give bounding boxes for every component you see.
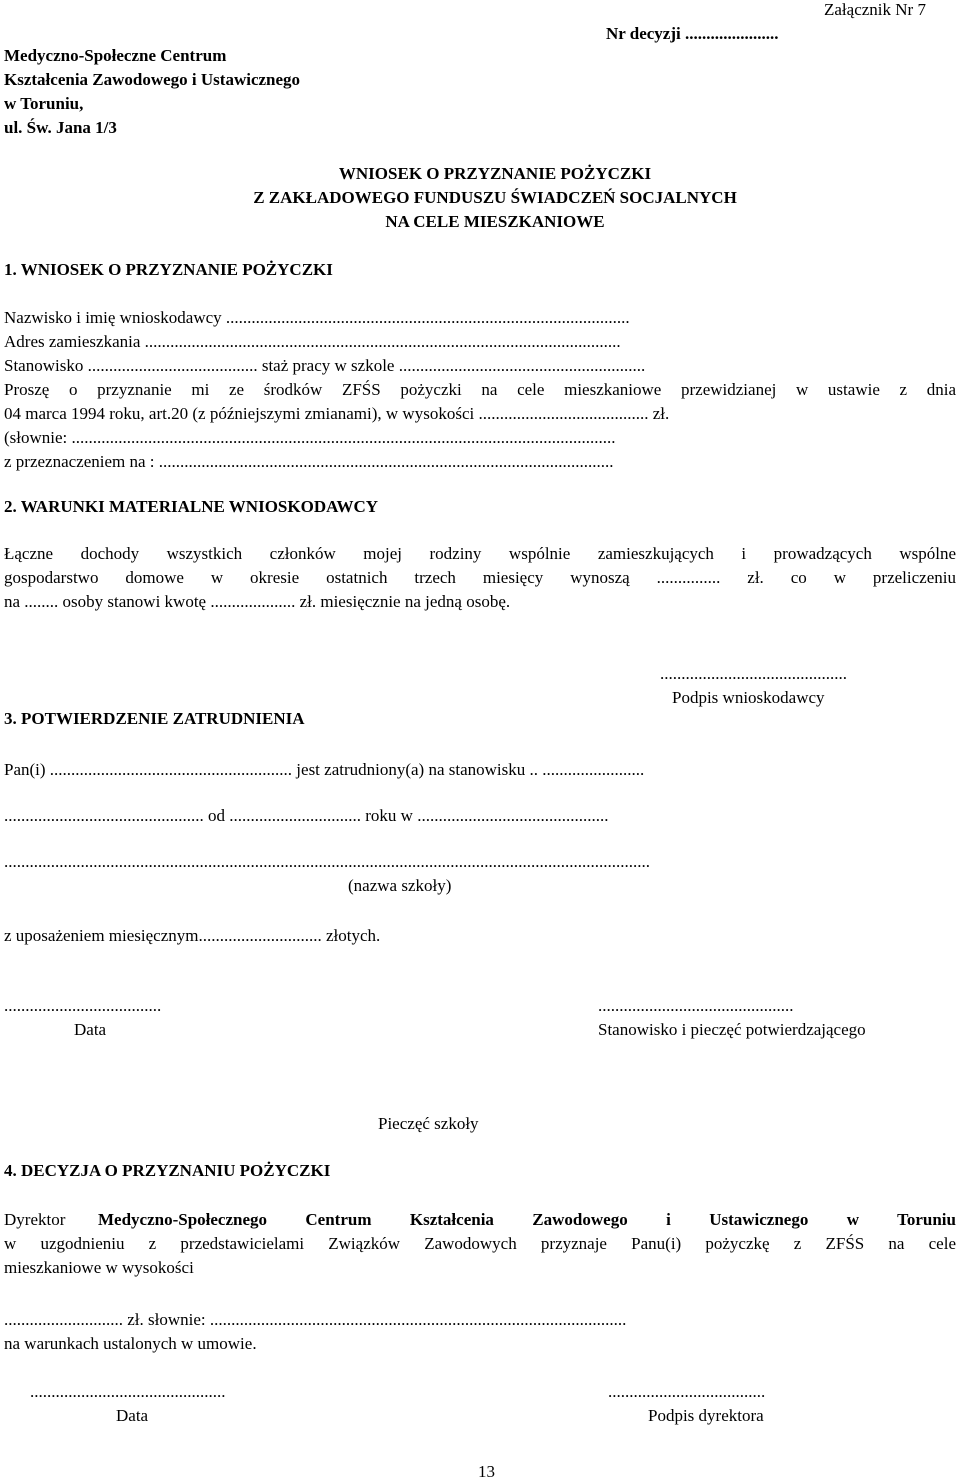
confirmer-signature-line[interactable]: .............................................. [598, 996, 794, 1015]
director-institution: Medyczno-Społecznego Centrum Kształcenia Zawodowego i Ustawicznego w Toruniu [98, 1210, 956, 1229]
request-text-line-1: Proszę o przyznanie mi ze środków ZFŚS pożyczki na cele mieszkaniowe przewidzianej w ustawie z dnia [4, 380, 956, 399]
decision-date-line[interactable]: .............................................. [30, 1382, 226, 1401]
section1-heading: 1. WNIOSEK O PRZYZNANIE POŻYCZKI [4, 260, 333, 279]
institution-line-4: ul. Św. Jana 1/3 [4, 118, 117, 137]
employment-date-field[interactable]: ............................................... od ............................... roku w ............................................. [4, 806, 609, 825]
director-signature-line[interactable]: ..................................... [608, 1382, 766, 1401]
address-field[interactable]: Adres zamieszkania ................................................................................................................ [4, 332, 621, 351]
request-amount-field[interactable]: 04 marca 1994 roku, art.20 (z późniejszymi zmianami), w wysokości ........................................ zł. [4, 404, 670, 423]
applicant-name-field[interactable]: Nazwisko i imię wnioskodawcy ............................................................................................... [4, 308, 630, 327]
confirmer-signature-label: Stanowisko i pieczęć potwierdzającego [598, 1020, 866, 1039]
section3-heading: 3. POTWIERDZENIE ZATRUDNIENIA [4, 709, 305, 728]
confirm-date-label: Data [74, 1020, 107, 1039]
title-line-3: NA CELE MIESZKANIOWE [385, 212, 605, 231]
director-prefix: Dyrektor [4, 1210, 66, 1229]
amount-in-words-field[interactable]: (słownie: ................................................................................................................................ [4, 428, 616, 447]
director-signature-label: Podpis dyrektora [648, 1406, 764, 1425]
section2-heading: 2. WARUNKI MATERIALNE WNIOSKODAWCY [4, 497, 379, 516]
school-name-field[interactable]: ........................................................................................................................................................ [4, 852, 650, 871]
income-text-line-2[interactable]: gospodarstwo domowe w okresie ostatnich trzech miesięcy wynoszą ............... zł. co w przeliczeniu [4, 568, 956, 587]
applicant-signature-line[interactable]: ............................................ [660, 664, 847, 683]
page-number: 13 [478, 1462, 495, 1481]
attachment-label: Załącznik Nr 7 [824, 0, 926, 19]
salary-field[interactable]: z uposażeniem miesięcznym............................. złotych. [4, 926, 381, 945]
institution-line-1: Medyczno-Społeczne Centrum [4, 46, 227, 65]
income-text-line-1: Łączne dochody wszystkich członków mojej rodziny wspólnie zamieszkujących i prowadzących wspólne [4, 544, 956, 563]
section4-heading: 4. DECYZJA O PRZYZNANIU POŻYCZKI [4, 1161, 331, 1180]
decision-text-line-2: w uzgodnieniu z przedstawicielami Związków Zawodowych przyznaje Panu(i) pożyczkę z ZFŚS na cele [4, 1234, 956, 1253]
decision-date-label: Data [116, 1406, 149, 1425]
position-seniority-field[interactable]: Stanowisko ........................................ staż pracy w szkole .......................................................... [4, 356, 646, 375]
school-name-label: (nazwa szkoły) [348, 876, 452, 895]
decision-terms-text: na warunkach ustalonych w umowie. [4, 1334, 257, 1353]
decision-amount-field[interactable]: ............................ zł. słownie: .................................................................................................. [4, 1310, 627, 1329]
decision-text-line-3: mieszkaniowe w wysokości [4, 1258, 194, 1277]
title-line-1: WNIOSEK O PRZYZNANIE POŻYCZKI [338, 164, 652, 183]
school-stamp-label: Pieczęć szkoły [378, 1114, 479, 1133]
employee-name-field[interactable]: Pan(i) ......................................................... jest zatrudniony(a) na stanowisku .. ........................ [4, 760, 645, 779]
purpose-field[interactable]: z przeznaczeniem na : ........................................................................................................... [4, 452, 614, 471]
title-line-2: Z ZAKŁADOWEGO FUNDUSZU ŚWIADCZEŃ SOCJALNYCH [253, 188, 737, 207]
income-text-line-3[interactable]: na ........ osoby stanowi kwotę .................... zł. miesięcznie na jedną osobę. [4, 592, 511, 611]
institution-line-2: Kształcenia Zawodowego i Ustawicznego [4, 70, 301, 89]
applicant-signature-label: Podpis wnioskodawcy [672, 688, 825, 707]
decision-number: Nr decyzji ...................... [606, 24, 779, 43]
confirm-date-line[interactable]: ..................................... [4, 996, 162, 1015]
institution-line-3: w Toruniu, [4, 94, 84, 113]
